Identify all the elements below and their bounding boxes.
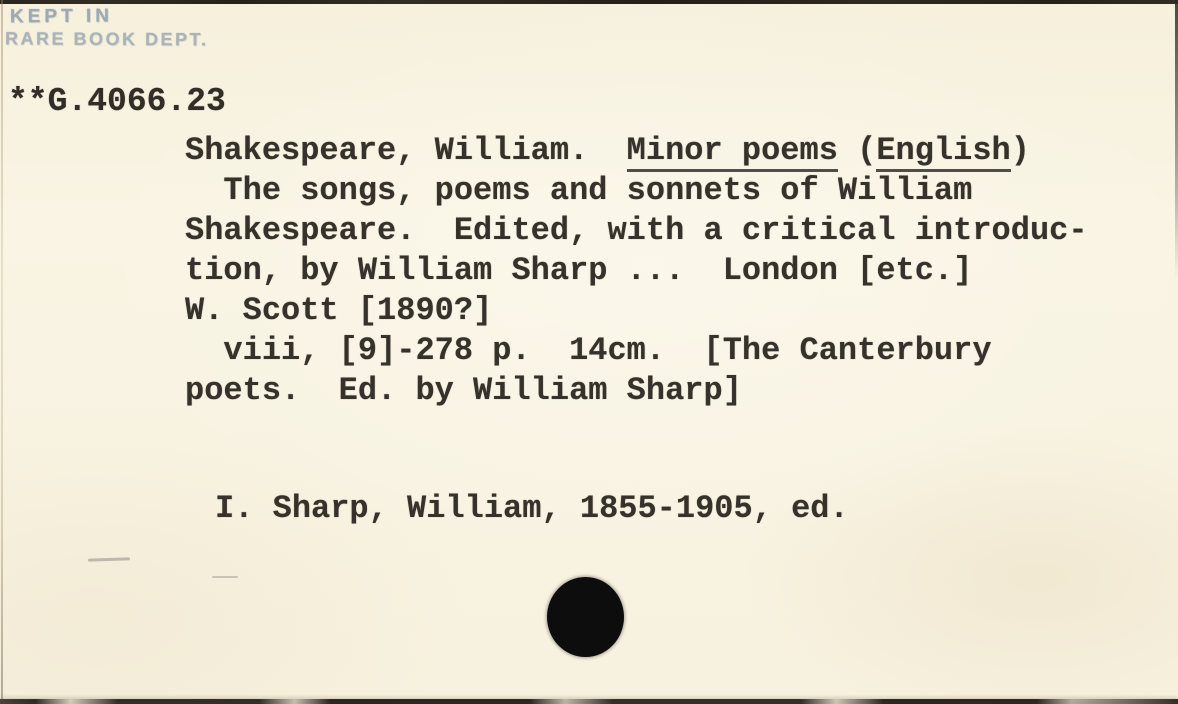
catalog-line-3: tion, by William Sharp ... London [etc.] bbox=[185, 252, 973, 289]
stamp-line-kept-in: KEPT IN bbox=[9, 5, 114, 28]
card-bottom-edge bbox=[0, 699, 1178, 704]
pencil-mark bbox=[212, 576, 238, 578]
card-top-edge bbox=[0, 0, 1178, 4]
catalog-entry bbox=[185, 131, 1088, 411]
catalog-line-6: poets. Ed. by William Sharp] bbox=[185, 372, 742, 409]
catalog-line-5: viii, [9]-278 p. 14cm. [The Canterbury bbox=[185, 332, 992, 369]
stamp-line-rare-book-dept: RARE BOOK DEPT. bbox=[4, 28, 209, 50]
tracing-entry: I. Sharp, William, 1855-1905, ed. bbox=[215, 490, 849, 527]
catalog-line-4: W. Scott [1890?] bbox=[185, 292, 493, 329]
catalog-line-2: Shakespeare. Edited, with a critical introduc- bbox=[185, 212, 1088, 249]
card-left-edge bbox=[1, 0, 3, 704]
hole-punch bbox=[547, 577, 624, 657]
author-name: Shakespeare, William. bbox=[185, 132, 627, 169]
catalog-line-1: The songs, poems and sonnets of William bbox=[185, 172, 973, 209]
heading-line bbox=[185, 131, 1088, 171]
title-underlined: Minor poems bbox=[627, 132, 838, 172]
pencil-mark bbox=[88, 557, 130, 561]
call-number: **G.4066.23 bbox=[8, 83, 226, 120]
close-paren: ) bbox=[1010, 132, 1030, 169]
language-underlined: English bbox=[876, 132, 1010, 172]
separator-text: ( bbox=[837, 132, 877, 169]
